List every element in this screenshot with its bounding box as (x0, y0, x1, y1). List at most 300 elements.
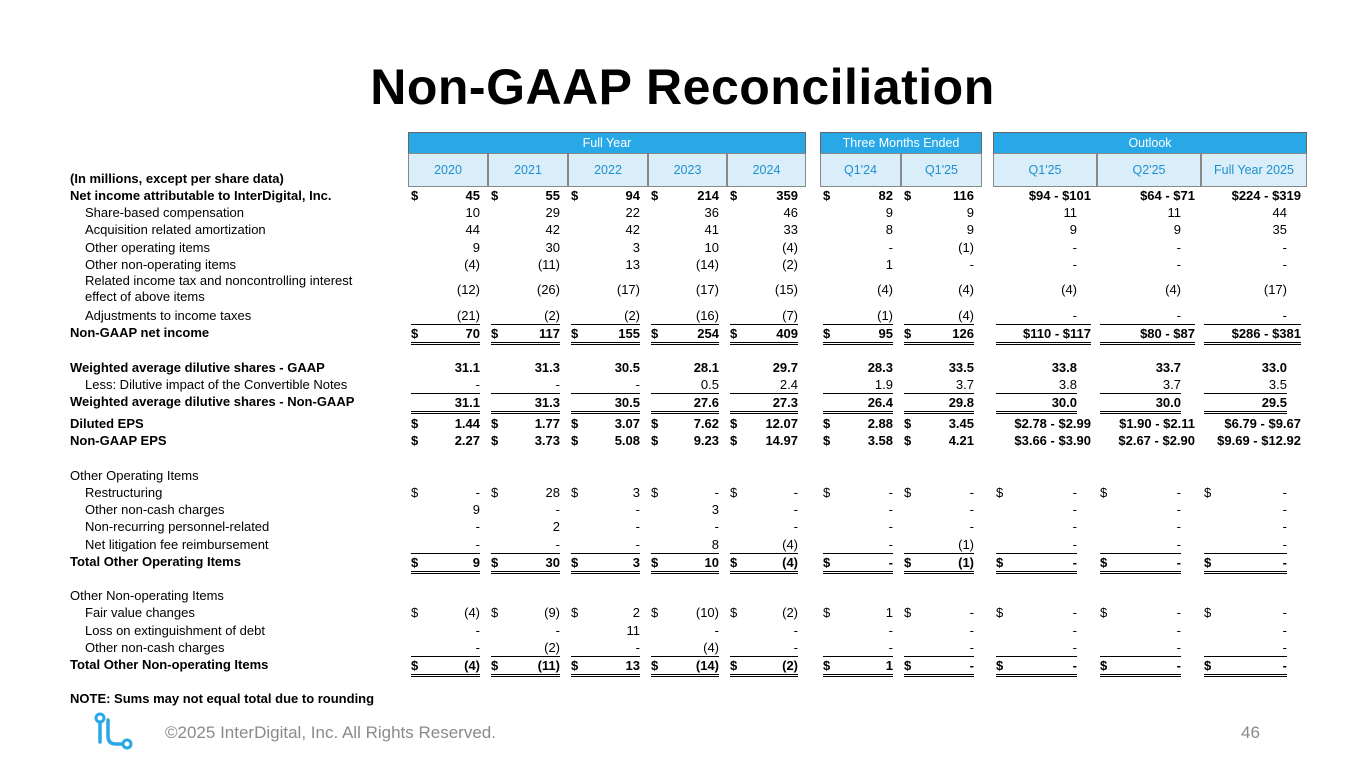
table-cell (823, 324, 893, 345)
cell-value: - (635, 376, 640, 392)
col-header-2023: 2023 (648, 153, 727, 187)
cell-value: (4) (464, 658, 480, 673)
cell-value: - (714, 485, 719, 500)
table-cell (823, 376, 893, 394)
cell-value: - (1072, 605, 1077, 621)
table-cell (996, 639, 1077, 657)
cell-value: - (1176, 308, 1181, 323)
table-cell (571, 501, 640, 518)
table-cell (904, 239, 974, 256)
table-cell (491, 536, 560, 554)
row-label-text: Total Other Operating Items (70, 553, 241, 569)
table-cell (1204, 553, 1287, 574)
row-label-text: Non-GAAP EPS (70, 433, 167, 449)
table-cell (730, 273, 798, 307)
cell-value: - (1282, 239, 1287, 255)
units-note-row (70, 170, 1310, 187)
row-label (85, 501, 224, 518)
table-cell (651, 239, 719, 256)
cell-value: 214 (697, 188, 719, 203)
cell-value: (1) (877, 308, 893, 323)
table-cell (730, 221, 798, 238)
cell-value: 9 (966, 222, 974, 238)
cell-value: 10 (465, 205, 480, 221)
table-cell (996, 221, 1077, 238)
cell-value: 0.5 (700, 376, 719, 392)
table-row (70, 467, 1310, 484)
table-cell (651, 415, 719, 432)
cell-value: (2) (544, 639, 560, 655)
table-cell (411, 656, 480, 677)
cell-value: 31.1 (454, 395, 480, 410)
cell-value: 42 (625, 222, 640, 238)
cell-value: - (888, 502, 893, 518)
table-cell (491, 639, 560, 657)
cell-value: 3.58 (867, 433, 893, 449)
table-row (70, 239, 1310, 256)
cell-value: $64 - $71 (1140, 188, 1195, 203)
currency-symbol: $ (491, 188, 499, 203)
table-cell (1204, 393, 1287, 414)
row-label (70, 324, 209, 341)
cell-value: - (969, 256, 974, 272)
cell-value: - (969, 485, 974, 500)
table-cell (730, 256, 798, 273)
table-cell (730, 553, 798, 574)
table-cell (823, 518, 893, 535)
cell-value: 254 (697, 326, 719, 342)
table-cell (823, 501, 893, 518)
cell-value: - (1072, 658, 1077, 673)
cell-value: - (888, 536, 893, 552)
row-label (85, 604, 195, 621)
cell-value: 5.08 (614, 433, 640, 449)
table-cell (571, 273, 640, 307)
cell-value: - (969, 502, 974, 518)
row-label (70, 393, 354, 410)
row-label-text: Other non-operating items (85, 256, 237, 272)
table-cell (411, 204, 480, 221)
table-cell (1204, 604, 1287, 621)
table-cell (904, 273, 974, 307)
table-cell (823, 307, 893, 325)
table-cell (571, 432, 640, 449)
cell-value: - (475, 485, 480, 500)
table-cell (904, 622, 974, 639)
copyright-footer: ©2025 InterDigital, Inc. All Rights Reserved. (165, 723, 496, 742)
table-cell (823, 256, 893, 273)
cell-value: $3.66 - $3.90 (1014, 433, 1091, 449)
table-cell (996, 501, 1077, 518)
cell-value: (2) (544, 308, 560, 323)
cell-value: 11 (1167, 205, 1181, 221)
cell-value: (1) (958, 239, 974, 255)
currency-symbol: $ (904, 433, 912, 449)
table-cell (823, 415, 893, 432)
cell-value: - (635, 639, 640, 655)
cell-value: 28 (545, 485, 560, 500)
row-label-text: Share-based compensation (85, 205, 244, 221)
currency-symbol: $ (491, 554, 499, 570)
currency-symbol: $ (411, 326, 419, 342)
table-cell (823, 639, 893, 657)
table-cell (904, 204, 974, 221)
cell-value: 409 (776, 326, 798, 342)
currency-symbol: $ (823, 188, 831, 203)
table-cell (491, 204, 560, 221)
table-cell (996, 239, 1077, 256)
cell-value: 10 (704, 239, 719, 255)
table-row (70, 553, 1310, 570)
table-cell (651, 187, 719, 204)
cell-value: (2) (782, 605, 798, 621)
table-cell (491, 256, 560, 273)
cell-value: - (1176, 554, 1181, 570)
table-cell (571, 415, 640, 432)
row-label-text: Net litigation fee reimbursement (85, 536, 269, 552)
table-cell (730, 307, 798, 325)
cell-value: - (888, 554, 893, 570)
table-cell (1204, 324, 1301, 345)
cell-value: - (714, 622, 719, 638)
currency-symbol: $ (996, 605, 1004, 621)
cell-value: (7) (782, 308, 798, 323)
currency-symbol: $ (823, 554, 831, 570)
table-cell (996, 484, 1077, 501)
table-cell (411, 501, 480, 518)
table-cell (996, 536, 1077, 554)
currency-symbol: $ (491, 605, 499, 621)
table-cell (904, 501, 974, 518)
currency-symbol: $ (904, 658, 912, 673)
table-row (70, 273, 1310, 307)
table-cell (996, 393, 1077, 414)
table-cell (730, 501, 798, 518)
cell-value: (4) (464, 605, 480, 621)
cell-value: 117 (539, 326, 560, 342)
cell-value: - (888, 622, 893, 638)
table-cell (1100, 518, 1181, 535)
cell-value: - (1072, 519, 1077, 535)
table-cell (730, 622, 798, 639)
table-cell (1100, 273, 1181, 307)
table-cell (904, 256, 974, 273)
table-cell (491, 376, 560, 394)
cell-value: 94 (625, 188, 640, 203)
table-cell (1204, 484, 1287, 501)
cell-value: 30 (545, 554, 560, 570)
table-cell (571, 484, 640, 501)
cell-value: - (714, 519, 719, 535)
row-label-text: Diluted EPS (70, 416, 144, 432)
cell-value: 11 (1063, 205, 1077, 221)
col-header-2022: 2022 (568, 153, 648, 187)
col-header-q1-25: Q1'25 (901, 153, 982, 187)
cell-value: 1 (885, 658, 893, 673)
cell-value: 44 (1272, 205, 1287, 221)
table-cell (823, 359, 893, 376)
row-label (70, 587, 224, 604)
table-cell (996, 359, 1077, 376)
cell-value: 33 (783, 222, 798, 238)
table-cell (730, 415, 798, 432)
cell-value: - (475, 519, 480, 535)
currency-symbol: $ (651, 188, 659, 203)
interdigital-logo-icon (92, 712, 134, 752)
cell-value: - (1282, 485, 1287, 500)
cell-value: 1 (885, 256, 893, 272)
col-header-2024: 2024 (727, 153, 806, 187)
table-cell (730, 484, 798, 501)
cell-value: 31.1 (454, 359, 480, 375)
table-cell (996, 553, 1077, 574)
cell-value: (2) (624, 308, 640, 323)
cell-value: (26) (536, 282, 560, 297)
row-label-text: Non-recurring personnel-related (85, 519, 270, 535)
cell-value: (4) (877, 282, 893, 297)
cell-value: - (793, 485, 798, 500)
cell-value: 8 (885, 222, 893, 238)
table-cell (904, 604, 974, 621)
table-cell (730, 536, 798, 554)
table-cell (730, 393, 798, 414)
table-cell (491, 324, 560, 345)
cell-value: 1.9 (874, 376, 893, 392)
table-cell (491, 415, 560, 432)
cell-value: 33.7 (1155, 359, 1181, 375)
table-row (70, 432, 1310, 449)
table-cell (491, 239, 560, 256)
currency-symbol: $ (823, 485, 831, 500)
cell-value: - (1072, 256, 1077, 272)
cell-value: 30.5 (614, 395, 640, 410)
row-label-text: Less: Dilutive impact of the Convertible Notes (85, 376, 348, 392)
cell-value: 28.1 (693, 359, 719, 375)
cell-value: 9.23 (693, 433, 719, 449)
table-cell (1100, 221, 1181, 238)
currency-symbol: $ (411, 658, 419, 673)
cell-value: (17) (1263, 282, 1287, 297)
currency-symbol: $ (651, 326, 659, 342)
table-cell (1204, 376, 1287, 394)
table-cell (571, 239, 640, 256)
table-cell (1100, 393, 1181, 414)
cell-value: 3 (711, 502, 719, 518)
cell-value: 29 (545, 205, 560, 221)
table-cell (996, 415, 1091, 432)
table-cell (823, 273, 893, 307)
row-label (70, 187, 331, 204)
table-cell (904, 536, 974, 554)
table-cell (1100, 639, 1181, 657)
row-label-text: Other non-cash charges (85, 639, 225, 655)
table-cell (491, 187, 560, 204)
page-title: Non-GAAP Reconciliation (370, 59, 995, 115)
row-label (85, 256, 236, 273)
table-cell (571, 639, 640, 657)
cell-value: - (555, 376, 560, 392)
cell-value: - (969, 639, 974, 655)
currency-symbol: $ (730, 326, 738, 342)
table-cell (491, 273, 560, 307)
cell-value: - (1282, 622, 1287, 638)
table-cell (411, 256, 480, 273)
row-label-text: Adjustments to income taxes (85, 308, 252, 323)
row-label-text: Other operating items (85, 239, 211, 255)
currency-symbol: $ (571, 433, 579, 449)
cell-value: 30.5 (614, 359, 640, 375)
currency-symbol: $ (823, 433, 831, 449)
cell-value: (4) (1061, 282, 1077, 297)
table-cell (1100, 256, 1181, 273)
cell-value: 3 (632, 485, 640, 500)
cell-value: $110 - $117 (1023, 326, 1091, 342)
table-cell (571, 604, 640, 621)
table-cell (491, 484, 560, 501)
cell-value: - (888, 519, 893, 535)
table-cell (411, 553, 480, 574)
table-cell (730, 376, 798, 394)
cell-value: - (1282, 256, 1287, 272)
cell-value: 55 (545, 188, 560, 203)
cell-value: 30.0 (1051, 395, 1077, 410)
currency-symbol: $ (730, 605, 738, 621)
currency-symbol: $ (651, 605, 659, 621)
row-label (70, 690, 374, 707)
currency-symbol: $ (491, 658, 499, 673)
cell-value: 9 (966, 205, 974, 221)
table-cell (1100, 307, 1181, 325)
table-cell (411, 376, 480, 394)
table-row (70, 690, 1310, 707)
currency-symbol: $ (1100, 658, 1108, 673)
table-cell (491, 307, 560, 325)
table-row (70, 501, 1310, 518)
cell-value: - (1282, 502, 1287, 518)
currency-symbol: $ (411, 416, 419, 432)
table-cell (491, 501, 560, 518)
currency-symbol: $ (1100, 485, 1108, 500)
cell-value: (4) (464, 256, 480, 272)
currency-symbol: $ (904, 485, 912, 500)
table-cell (1204, 415, 1301, 432)
cell-value: - (1176, 536, 1181, 552)
cell-value: - (1072, 554, 1077, 570)
cell-value: (17) (695, 282, 719, 297)
currency-symbol: $ (1204, 605, 1212, 621)
group-header-outlook: Outlook (993, 132, 1307, 154)
currency-symbol: $ (411, 554, 419, 570)
cell-value: - (555, 502, 560, 518)
table-cell (1204, 204, 1287, 221)
cell-value: 1.44 (454, 416, 480, 432)
cell-value: (14) (695, 658, 719, 673)
currency-symbol: $ (571, 188, 579, 203)
cell-value: 3.8 (1058, 376, 1077, 392)
table-row (70, 307, 1310, 324)
table-cell (996, 307, 1077, 325)
table-cell (730, 324, 798, 345)
cell-value: - (1282, 658, 1287, 673)
currency-symbol: $ (823, 416, 831, 432)
col-header-outlook-q2-25: Q2'25 (1097, 153, 1201, 187)
table-cell (1100, 622, 1181, 639)
table-cell (996, 324, 1091, 345)
currency-symbol: $ (996, 485, 1004, 500)
table-cell (823, 656, 893, 677)
cell-value: $6.79 - $9.67 (1224, 416, 1301, 432)
currency-symbol: $ (730, 658, 738, 673)
row-label-text-line2: effect of above items (85, 289, 205, 304)
cell-value: 33.8 (1051, 359, 1077, 375)
table-cell (571, 359, 640, 376)
cell-value: $9.69 - $12.92 (1217, 433, 1301, 449)
table-cell (411, 324, 480, 345)
table-cell (411, 307, 480, 325)
table-cell (904, 553, 974, 574)
table-cell (491, 656, 560, 677)
row-label-text: NOTE: Sums may not equal total due to rounding (70, 691, 375, 707)
cell-value: 1 (885, 605, 893, 621)
row-label-text: Weighted average dilutive shares - GAAP (70, 359, 325, 375)
table-cell (1204, 518, 1287, 535)
cell-value: - (969, 622, 974, 638)
cell-value: (15) (774, 282, 798, 297)
row-label-text: Loss on extinguishment of debt (85, 622, 265, 638)
table-cell (904, 393, 974, 414)
cell-value: (9) (544, 605, 560, 621)
row-label-text: Fair value changes (85, 605, 195, 621)
table-cell (996, 656, 1077, 677)
table-row (70, 518, 1310, 535)
table-cell (996, 432, 1091, 449)
cell-value: - (888, 639, 893, 655)
table-cell (571, 553, 640, 574)
table-cell (1100, 324, 1195, 345)
cell-value: - (1072, 239, 1077, 255)
currency-symbol: $ (904, 605, 912, 621)
cell-value: - (1176, 622, 1181, 638)
row-label-text: Acquisition related amortization (85, 222, 266, 238)
table-cell (730, 359, 798, 376)
cell-value: (10) (695, 605, 719, 621)
cell-value: 33.5 (948, 359, 974, 375)
cell-value: - (1176, 658, 1181, 673)
table-cell (730, 656, 798, 677)
row-label (70, 656, 268, 673)
table-cell (571, 221, 640, 238)
table-cell (1204, 536, 1287, 554)
currency-symbol: $ (996, 554, 1004, 570)
currency-symbol: $ (1204, 658, 1212, 673)
row-label (70, 415, 144, 432)
cell-value: - (635, 519, 640, 535)
cell-value: 28.3 (867, 359, 893, 375)
table-row (70, 324, 1310, 341)
table-row (70, 393, 1310, 410)
table-cell (996, 256, 1077, 273)
row-label (85, 239, 210, 256)
table-cell (1100, 187, 1195, 204)
col-header-outlook-q1-25: Q1'25 (993, 153, 1097, 187)
cell-value: 9 (1069, 222, 1077, 238)
cell-value: 155 (618, 326, 640, 342)
table-cell (411, 639, 480, 657)
table-cell (996, 604, 1077, 621)
cell-value: - (793, 639, 798, 655)
currency-symbol: $ (904, 554, 912, 570)
table-cell (491, 604, 560, 621)
